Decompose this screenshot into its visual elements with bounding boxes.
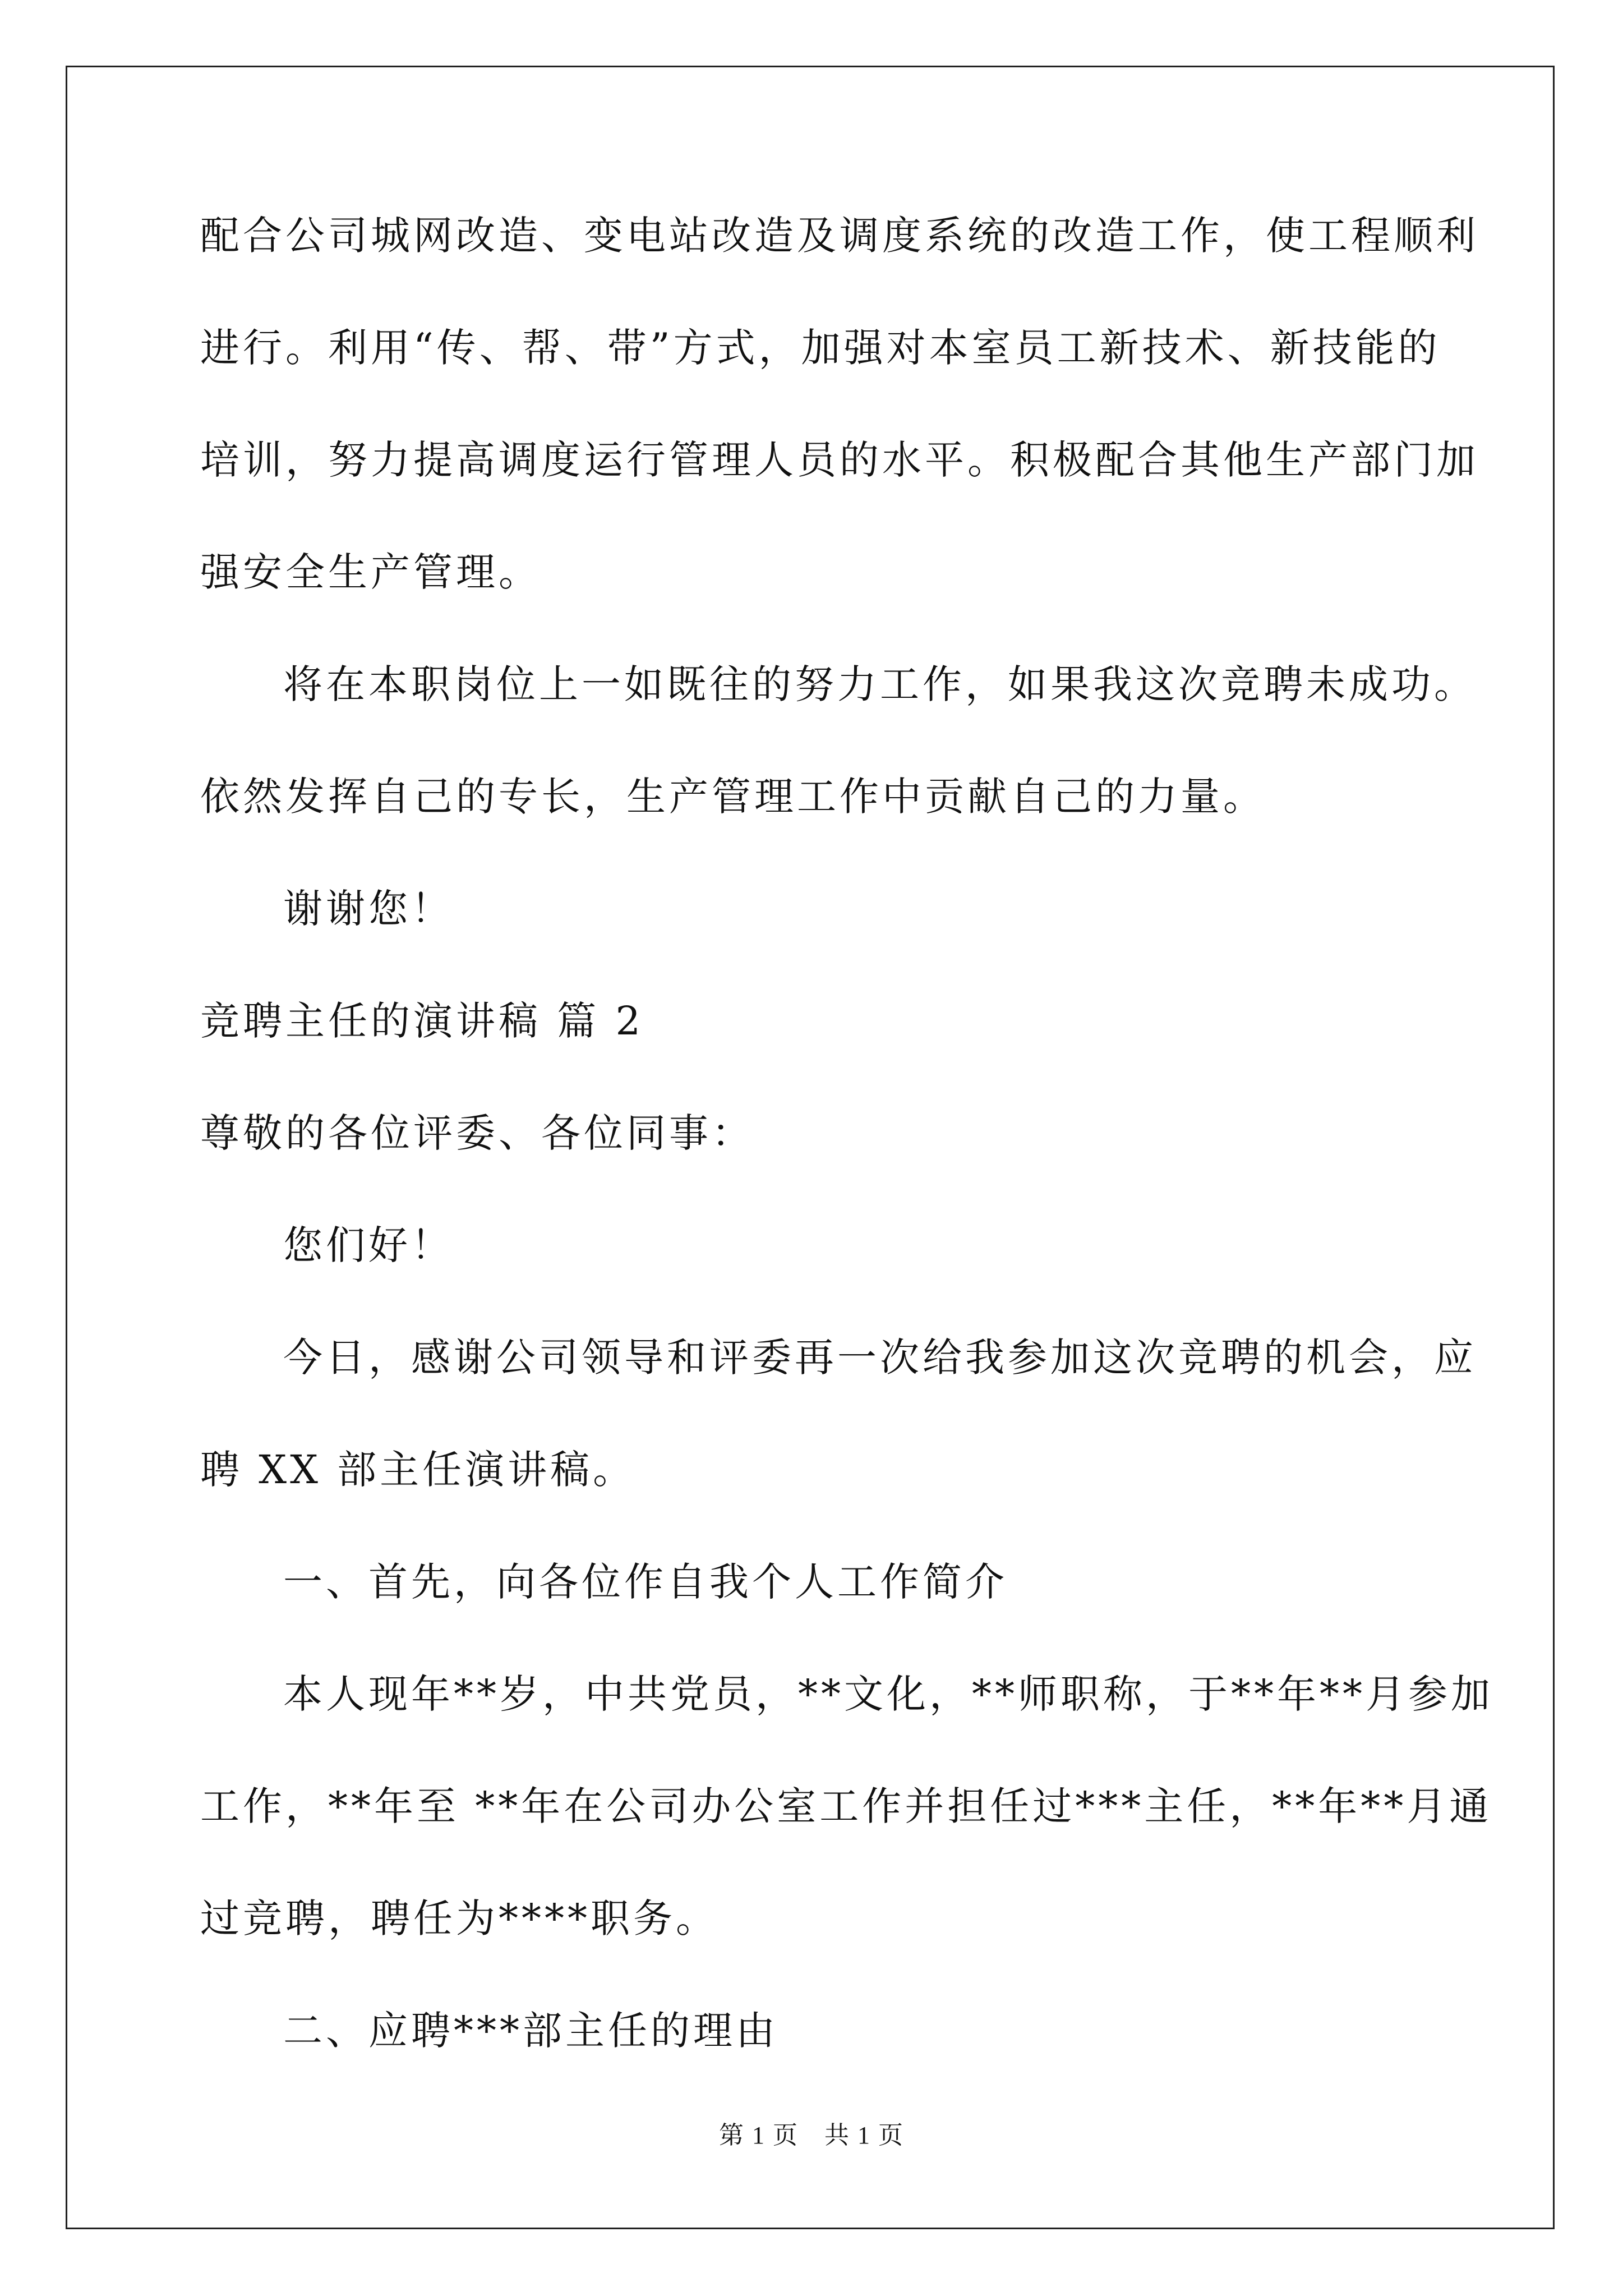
page-footer: 第 1 页 共 1 页	[719, 2122, 904, 2149]
paragraph-line: 谢谢您！	[283, 886, 454, 932]
greeting: 您们好！	[283, 1222, 454, 1268]
paragraph-line: 聘 XX 部主任演讲稿。	[200, 1447, 636, 1493]
paragraph-line: 配合公司城网改造、变电站改造及调度系统的改造工作，使工程顺利	[200, 213, 1479, 259]
salutation: 尊敬的各位评委、各位同事：	[200, 1110, 754, 1156]
paragraph-line: 进行。利用“传、帮、带”方式，加强对本室员工新技术、新技能的	[200, 325, 1441, 371]
paragraph-line: 今日，感谢公司领导和评委再一次给我参加这次竞聘的机会，应	[283, 1335, 1477, 1381]
section-heading: 竞聘主任的演讲稿 篇 2	[200, 998, 644, 1044]
paragraph-line: 过竞聘，聘任为****职务。	[200, 1895, 718, 1941]
paragraph-line: 培训，努力提高调度运行管理人员的水平。积极配合其他生产部门加	[200, 437, 1479, 483]
paragraph-line: 强安全生产管理。	[200, 549, 541, 595]
subheading: 一、首先，向各位作自我个人工作简介	[283, 1559, 1008, 1605]
paragraph-line: 将在本职岗位上一如既往的努力工作，如果我这次竞聘未成功。	[283, 661, 1477, 707]
paragraph-line: 本人现年**岁，中共党员，**文化，**师职称，于**年**月参加	[283, 1671, 1493, 1717]
paragraph-line: 工作，**年至 **年在公司办公室工作并担任过***主任，**年**月通	[200, 1783, 1492, 1829]
subheading: 二、应聘***部主任的理由	[283, 2008, 778, 2054]
paragraph-line: 依然发挥自己的专长，生产管理工作中贡献自己的力量。	[200, 774, 1266, 820]
